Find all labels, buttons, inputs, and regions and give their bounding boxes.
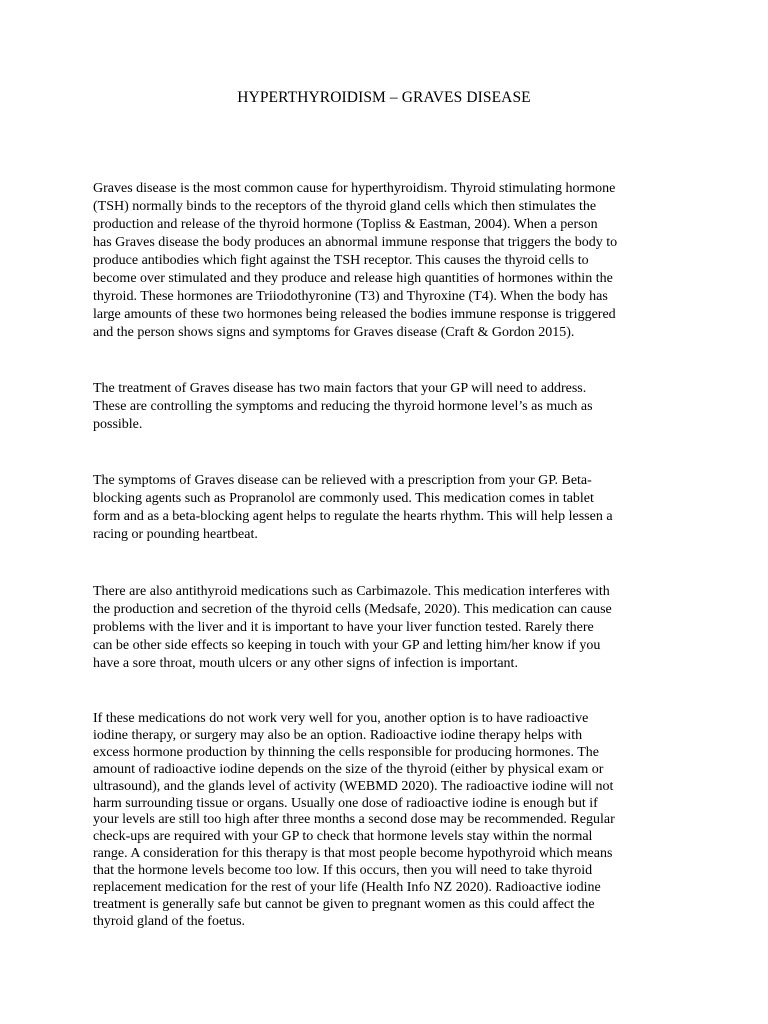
paragraph-line: blocking agents such as Propranolol are commonly used. This medication comes in tablet [93, 491, 594, 506]
paragraph-symptom-relief [93, 472, 681, 544]
paragraph-line: check-ups are required with your GP to check that hormone levels stay within the normal [93, 829, 593, 845]
paragraph-line: amount of radioactive iodine depends on the size of the thyroid (either by physical exam or [93, 761, 604, 777]
paragraph-line: the production and secretion of the thyroid cells (Medsafe, 2020). This medication can cause [93, 602, 612, 617]
paragraph-line: large amounts of these two hormones being released the bodies immune response is triggered [93, 307, 616, 322]
paragraph-line: racing or pounding heartbeat. [93, 527, 258, 542]
paragraph-line: If these medications do not work very well for you, another option is to have radioactive [93, 711, 589, 726]
paragraph-line: ultrasound), and the glands level of activity (WEBMD 2020). The radioactive iodine will not [93, 778, 614, 794]
paragraph-line: range. A consideration for this therapy is that most people become hypothyroid which means [93, 846, 613, 862]
paragraph-radioactive-iodine [93, 711, 681, 931]
paragraph-line: Graves disease is the most common cause for hyperthyroidism. Thyroid stimulating hormone [93, 181, 616, 196]
paragraph-line: thyroid gland of the foetus. [93, 913, 246, 929]
paragraph-line: your levels are still too high after three months a second dose may be recommended. Regular [93, 812, 615, 828]
paragraph-treatment [93, 380, 681, 434]
paragraph-line: problems with the liver and it is important to have your liver function tested. Rarely there [93, 620, 594, 635]
paragraph-line: (TSH) normally binds to the receptors of the thyroid gland cells which then stimulates the [93, 199, 597, 214]
paragraph-line: The treatment of Graves disease has two main factors that your GP will need to address. [93, 381, 587, 396]
paragraph-line: thyroid. These hormones are Triiodothyronine (T3) and Thyroxine (T4). When the body has [93, 289, 608, 304]
paragraph-line: that the hormone levels become too low. If this occurs, then you will need to take thyroid [93, 863, 593, 879]
paragraph-line: form and as a beta-blocking agent helps to regulate the hearts rhythm. This will help lessen a [93, 509, 613, 524]
paragraph-line: can be other side effects so keeping in touch with your GP and letting him/her know if you [93, 638, 601, 653]
paragraph-graves-overview [93, 180, 681, 342]
paragraph-line: has Graves disease the body produces an abnormal immune response that triggers the body to [93, 235, 618, 250]
paragraph-line: The symptoms of Graves disease can be relieved with a prescription from your GP. Beta- [93, 473, 592, 488]
paragraph-line: and the person shows signs and symptoms for Graves disease (Craft & Gordon 2015). [93, 325, 575, 340]
paragraph-line: These are controlling the symptoms and reducing the thyroid hormone level’s as much as [93, 399, 593, 414]
paragraph-line: possible. [93, 417, 143, 432]
paragraph-antithyroid [93, 583, 681, 673]
paragraph-line: iodine therapy, or surgery may also be an option. Radioactive iodine therapy helps with [93, 727, 583, 743]
paragraph-line: treatment is generally safe but cannot be given to pregnant women as this could affect the [93, 896, 595, 912]
paragraph-line: There are also antithyroid medications such as Carbimazole. This medication interferes with [93, 584, 610, 599]
paragraph-line: have a sore throat, mouth ulcers or any other signs of infection is important. [93, 656, 518, 671]
document-title: HYPERTHYROIDISM – GRAVES DISEASE [237, 89, 531, 106]
paragraph-line: production and release of the thyroid hormone (Topliss & Eastman, 2004). When a person [93, 217, 598, 232]
paragraph-line: replacement medication for the rest of your life (Health Info NZ 2020). Radioactive iodine [93, 880, 601, 896]
paragraph-line: become over stimulated and they produce and release high quantities of hormones within the [93, 271, 613, 286]
paragraph-line: produce antibodies which fight against the TSH receptor. This causes the thyroid cells to [93, 253, 589, 268]
paragraph-line: harm surrounding tissue or organs. Usually one dose of radioactive iodine is enough but if [93, 795, 598, 811]
paragraph-line: excess hormone production by thinning the cells responsible for producing hormones. The [93, 744, 599, 760]
